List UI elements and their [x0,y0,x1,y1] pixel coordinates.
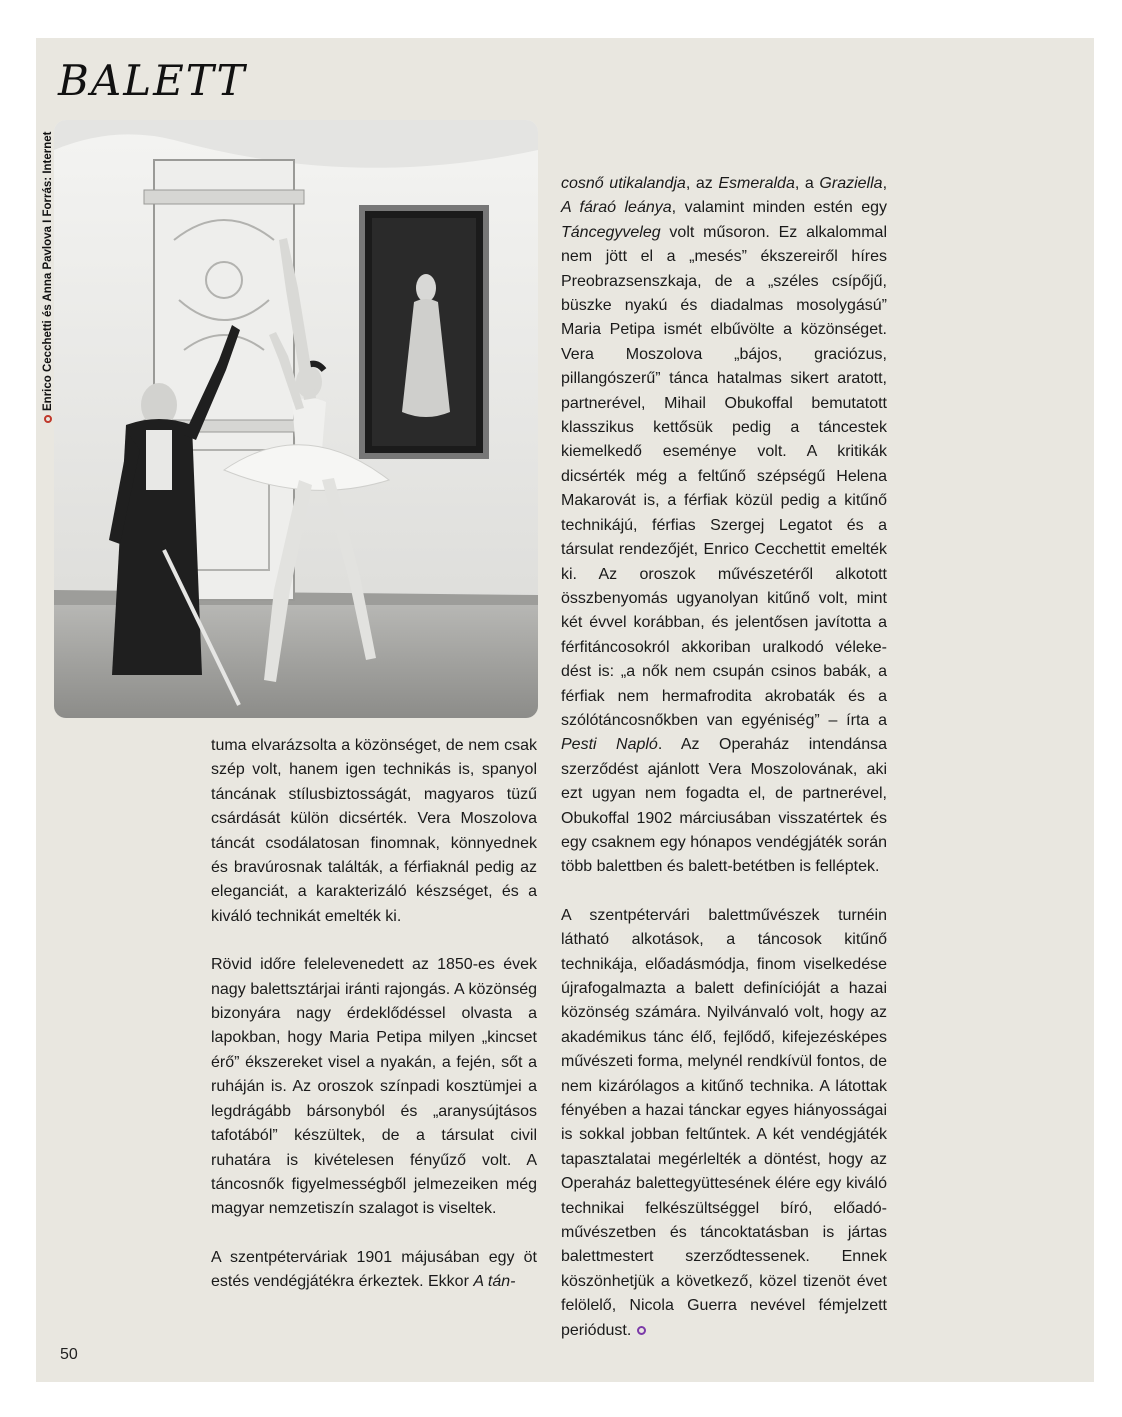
paragraph [561,904,887,1343]
title-italic: Pesti Napló [561,736,658,754]
title-italic: Graziella [819,175,883,192]
photo-painting [362,208,486,456]
section-title: BALETT [58,56,247,105]
paragraph [211,1246,537,1295]
photo-credit-text: Enrico Cecchetti és Anna Pavlova I Forrás: Internet [42,131,54,411]
title-italic: cosnő utikalandja [561,175,686,192]
page-number: 50 [60,1346,78,1363]
text-run: , valamint minden estén egy [671,199,887,217]
title-italic: Esmeralda [718,175,795,192]
text-run: . Az Operaház intendánsa szerződést ajánlott Vera Moszolovának, aki ezt ugyan nem fogadta el, de partnerével, Obukoffal 1902 márciusában visszatértek és egy csaknem egy hónapos vendégjáték során több balettben és balett-betétben is felléptek. [561,736,888,876]
paragraph-text: A szentpétervári balettművészek turnéin látható alkotások, a táncosok kitűnő technikája, előadásmódja, finom viselkedése újrafogalmazta a balett definícióját a hazai közönség számára. Nyilvánvaló volt, hogy az akadémikus tánc élő, fejlődő, kifejezésképes művészeti forma, melynél rendkívül fontos, de nem kizárólagos a kitűnő technika. A látottak fényében a hazai tánckar egyes hiányosságai is sokkal jobban feltűntek. A két vendégjáték tapasztalatai megérlelték a döntést, hogy az Operaház balettegyüttesének élére egy kiváló technikai felkészültséggel bíró, előadó-művészetben és táncoktatásban is jártas balettmestert szerződtessenek. Ennek köszönhetjük a következő, közel tizenöt évet felölelő, Nicola Guerra nevével fémjelzett periódust. [561,906,887,1339]
text-run: volt műsoron. Ez alkalommal nem jött el a „mesés” ékszereiről híres Preobrazsenszkaja, de a „széles csípőjű, büszke nyakú és diadalmas mosolygású” Maria Petipa ismét elbűvölte a közönséget. Vera Moszolova „bájos, graciózus, pillangószerű” tánca hatalmas sikert aratott, partnerével, Mihail Obukoffal bemutatott klasszikus kettősük pedig a táncestek kiemelkedő eseménye volt. A kritikák dicsérték még a feltűnő szépségű Helena Makarovát is, a férfiak közül pedig a kitűnő technikájú, férfias Szergej Legatot és a társulat rendezőjét, Enrico Cecchettit emelték ki. Az oroszok művészetéről alkotott összbenyomás ugyanolyan kitűnő volt, mint két évvel korábban, és jelentősen javította a férfitáncosokról akkoriban uralkodó véleke-dést is: „a nők nem csupán csinos babák, a férfiak nem hermafrodita akrobaták és a szólótáncosnőkben van egyéniség” – írta a [561,223,887,729]
paragraph-text: A szentpéterváriak 1901 májusában egy öt estés vendégjátékra érkeztek. Ekkor [211,1248,537,1291]
ballet-photo-illustration [54,120,538,718]
paragraph: tuma elvarázsolta a közönséget, de nem csak szép volt, hanem igen technikás is, spanyol táncának stílusbiztosságát, magyaros tüzű csárdását külön dicsérték. Vera Moszolova táncát csodálatosan finomnak, könnyednek és bravúrosnak találták, a férfiaknál pedig az eleganciát, a karakterizáló készséget, és a kiváló technikát emelték ki. [211,737,537,925]
title-italic: Táncegyveleg [561,223,661,241]
text-run: , az [685,175,719,192]
right-text-column [561,172,887,1343]
text-run: , [882,175,888,192]
title-italic: A tán- [473,1273,516,1291]
title-italic: A fáraó leánya [561,199,672,217]
text-run: , a [794,175,820,192]
left-text-column [211,734,537,1295]
photo-credit [42,132,54,424]
archival-photo [54,120,538,718]
circle-bullet-icon [44,415,52,423]
paragraph: Rövid időre felelevenedett az 1850-es évek nagy balettsztárjai iránti rajongás. A közönség bizonyára nagy érdeklődéssel olvasta a lapokban, hogy Maria Petipa milyen „kincset érő” ékszereket visel a nyakán, a fején, sőt a ruháján is. Az oroszok színpadi kosztümjei a legdrágább bársonyból és „aranysújtásos tafotából” készültek, de a társulat civil ruhatára is kivételesen fényűző volt. A táncosnők figyelmességből jelmezeiken még magyar nemzetiszín szalagot is viseltek. [211,956,537,1218]
magazine-page [36,38,1094,1382]
paragraph [561,172,887,880]
end-circle-icon [637,1326,646,1335]
